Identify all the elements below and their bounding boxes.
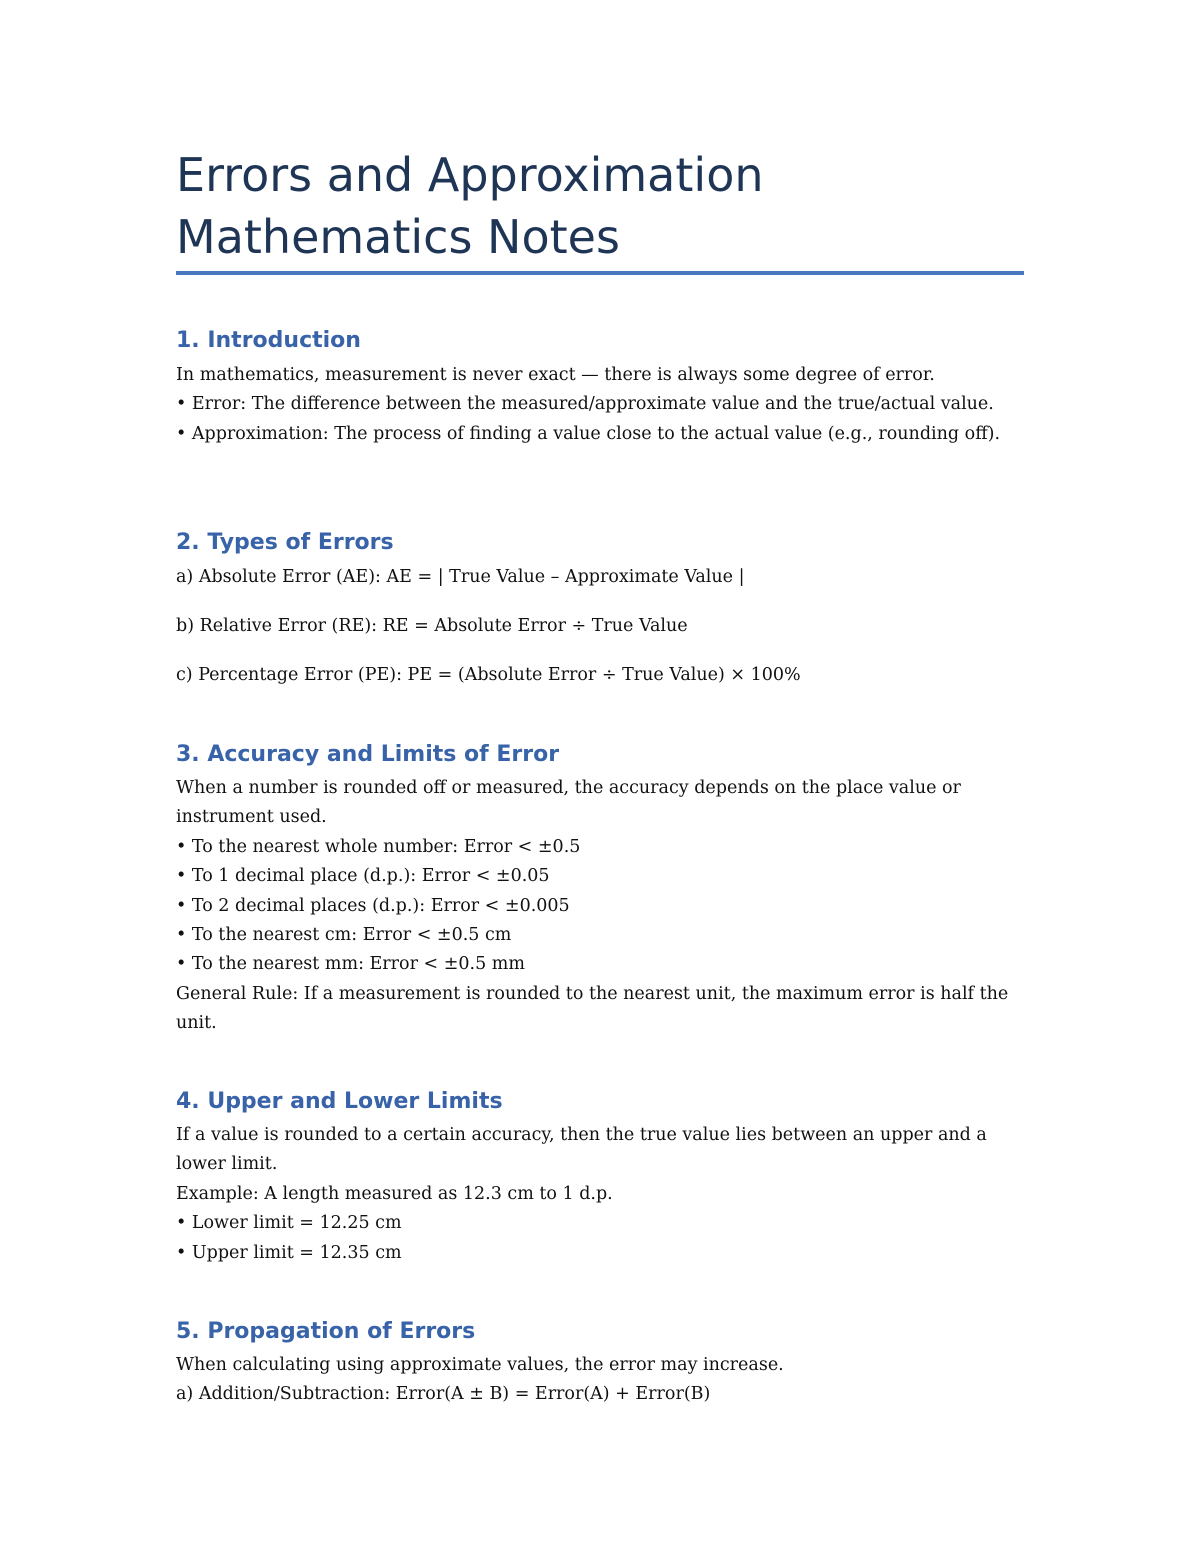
bullet-item: • Upper limit = 12.35 cm — [176, 1242, 402, 1263]
bullet-item: • To 1 decimal place (d.p.): Error < ±0.05 — [176, 866, 550, 887]
bullet-item: • To the nearest cm: Error < ±0.5 cm — [176, 925, 512, 946]
section-body-propagation — [176, 1351, 1026, 1410]
section-heading-types-of-errors: 2. Types of Errors — [176, 530, 394, 555]
paragraph: If a value is rounded to a certain accuracy, then the true value lies between an upper and a lower limit. — [176, 1125, 987, 1175]
bullet-item: • To the nearest mm: Error < ±0.5 mm — [176, 954, 525, 975]
formula-addition-subtraction: a) Addition/Subtraction: Error(A ± B) = Error(A) + Error(B) — [176, 1384, 711, 1405]
paragraph: When a number is rounded off or measured, the accuracy depends on the place value or instrument used. — [176, 778, 961, 828]
section-heading-limits: 4. Upper and Lower Limits — [176, 1089, 503, 1114]
general-rule: General Rule: If a measurement is rounded to the nearest unit, the maximum error is half the unit. — [176, 983, 1009, 1034]
paragraph: When calculating using approximate values, the error may increase. — [176, 1355, 784, 1375]
document-title — [176, 144, 1026, 268]
title-underline — [176, 271, 1024, 275]
bullet-item: • To 2 decimal places (d.p.): Error < ±0.005 — [176, 895, 570, 916]
formula-percentage-error: c) Percentage Error (PE): PE = (Absolute Error ÷ True Value) × 100% — [176, 665, 801, 685]
formula-absolute-error: a) Absolute Error (AE): AE = | True Value – Approximate Value | — [176, 567, 745, 587]
paragraph: In mathematics, measurement is never exact — there is always some degree of error. — [176, 365, 935, 385]
section-heading-introduction: 1. Introduction — [176, 328, 361, 353]
formula-relative-error: b) Relative Error (RE): RE = Absolute Error ÷ True Value — [176, 616, 688, 636]
section-body-limits — [176, 1121, 1026, 1268]
bullet-item: • Lower limit = 12.25 cm — [176, 1213, 402, 1234]
title-line-1: Errors and Approximation — [176, 148, 764, 202]
bullet-item: • Approximation: The process of finding a value close to the actual value (e.g., rounding off). — [176, 423, 1001, 444]
bullet-item: • To the nearest whole number: Error < ±0.5 — [176, 836, 581, 857]
title-line-2: Mathematics Notes — [176, 210, 620, 264]
section-body-accuracy — [176, 774, 1026, 1039]
section-heading-accuracy: 3. Accuracy and Limits of Error — [176, 742, 560, 767]
section-body-introduction — [176, 361, 1026, 449]
bullet-item: • Error: The difference between the measured/approximate value and the true/actual value. — [176, 394, 994, 415]
example: Example: A length measured as 12.3 cm to 1 d.p. — [176, 1183, 613, 1204]
section-heading-propagation: 5. Propagation of Errors — [176, 1319, 476, 1344]
